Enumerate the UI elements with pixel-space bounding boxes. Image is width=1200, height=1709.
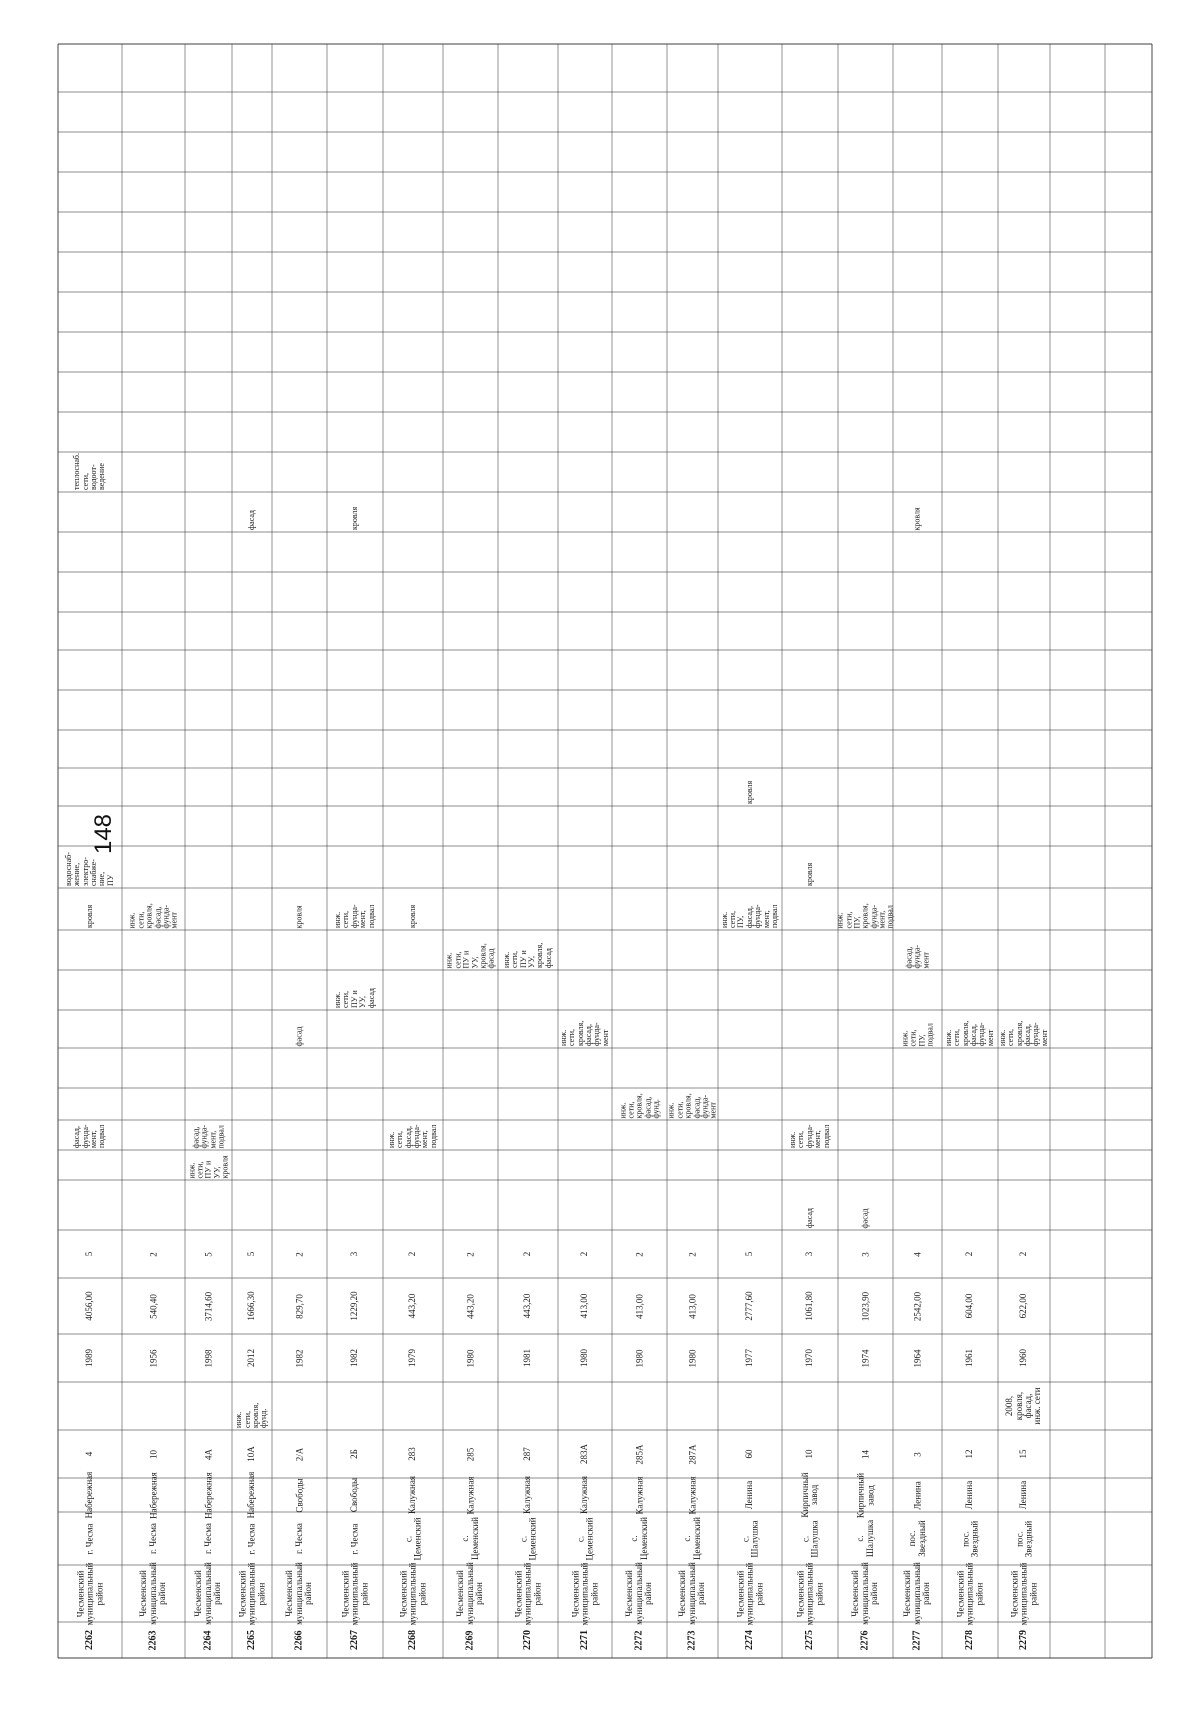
- street-cell: Ленина: [964, 1480, 975, 1510]
- work-type-cell: водоснаб- жение, электро- снабже- ние, ПУ: [63, 852, 115, 886]
- locality-cell: пос. Звездный: [1013, 1520, 1033, 1557]
- house-number-cell: 14: [859, 1449, 870, 1459]
- house-number-cell: 4: [84, 1451, 95, 1457]
- street-cell: Набережная: [246, 1471, 257, 1519]
- floors-cell: 5: [202, 1251, 213, 1257]
- year-built-cell: 1980: [686, 1349, 697, 1367]
- locality-cell: с. Цеменский: [460, 1517, 480, 1561]
- row-number-cell: 2268: [406, 1630, 418, 1650]
- street-cell: Ленина: [1018, 1480, 1029, 1510]
- house-number-cell: 287: [522, 1447, 533, 1461]
- floors-cell: 2: [147, 1251, 158, 1257]
- house-number-cell: 3: [911, 1451, 922, 1457]
- locality-cell: г. Чесма: [84, 1523, 95, 1554]
- locality-cell: г. Чесма: [293, 1523, 304, 1554]
- year-built-cell: 1981: [522, 1349, 533, 1367]
- street-cell: Калужная: [633, 1476, 644, 1514]
- work-type-cell: инж. сети, кровля, фасад, фунда- мент: [558, 1020, 610, 1046]
- locality-cell: г. Чесма: [147, 1523, 158, 1554]
- floors-cell: 3: [804, 1251, 815, 1257]
- floors-cell: 5: [246, 1251, 257, 1257]
- year-built-cell: 1960: [1018, 1349, 1029, 1367]
- row-number-cell: 2263: [147, 1630, 159, 1650]
- house-number-cell: 285: [464, 1447, 475, 1461]
- work-type-cell: кровля: [349, 506, 359, 530]
- work-type-cell: фасад, фунда- мент: [903, 944, 930, 968]
- district-cell: Чесменский муниципальный район: [794, 1562, 824, 1625]
- street-cell: Кирпичный завод: [855, 1472, 875, 1518]
- year-built-cell: 1956: [147, 1349, 158, 1367]
- street-cell: Свободы: [293, 1477, 304, 1513]
- district-cell: Чесменский муниципальный район: [455, 1562, 485, 1625]
- street-cell: Калужная: [522, 1476, 533, 1514]
- year-built-cell: 1979: [407, 1349, 418, 1367]
- work-type-cell: инж. сети, ПУ, подвал: [899, 1022, 934, 1046]
- house-number-cell: 4А: [202, 1448, 213, 1460]
- district-cell: Чесменский муниципальный район: [236, 1562, 266, 1625]
- work-type-cell: инж. сети, ПУ, кровля, фунда- мент, подвал: [835, 902, 895, 928]
- house-number-cell: 287А: [686, 1444, 697, 1464]
- year-built-cell: 1964: [911, 1349, 922, 1367]
- row-number-cell: 2262: [83, 1630, 95, 1650]
- year-built-cell: 1977: [744, 1349, 755, 1367]
- area-cell: 4056,00: [84, 1291, 95, 1321]
- floors-cell: 5: [84, 1251, 95, 1257]
- district-cell: Чесменский муниципальный район: [734, 1562, 764, 1625]
- page-number: 148: [90, 813, 117, 855]
- year-built-cell: 2012: [246, 1349, 257, 1367]
- work-type-cell: кровля: [912, 506, 922, 530]
- row-number-cell: 2269: [464, 1630, 476, 1650]
- area-cell: 829,70: [293, 1293, 304, 1319]
- house-number-cell: 285А: [633, 1444, 644, 1464]
- district-cell: Чесменский муниципальный район: [397, 1562, 427, 1625]
- row-number-cell: 2265: [245, 1630, 257, 1650]
- locality-cell: с. Цеменский: [629, 1517, 649, 1561]
- locality-cell: с. Шалушка: [739, 1519, 759, 1558]
- house-number-cell: 2Б: [349, 1449, 360, 1459]
- street-cell: Калужная: [579, 1476, 590, 1514]
- row-number-cell: 2278: [963, 1630, 975, 1650]
- work-type-cell: фасад: [804, 1207, 814, 1228]
- street-cell: Кирпичный завод: [799, 1472, 819, 1518]
- locality-cell: с. Шалушка: [799, 1519, 819, 1558]
- year-built-cell: 1980: [464, 1349, 475, 1367]
- work-type-cell: кровля: [84, 904, 94, 928]
- floors-cell: 2: [1018, 1251, 1029, 1257]
- work-type-cell: инж. сети, кровля, фасад, фунда- мент: [666, 1092, 718, 1118]
- house-number-cell: 10: [804, 1449, 815, 1459]
- work-type-cell: фасад: [860, 1207, 870, 1228]
- year-built-cell: 1970: [804, 1349, 815, 1367]
- locality-cell: с. Цеменский: [574, 1517, 594, 1561]
- floors-cell: 2: [964, 1251, 975, 1257]
- area-cell: 1023,90: [859, 1291, 870, 1321]
- row-number-cell: 2266: [293, 1630, 305, 1650]
- row-number-cell: 2271: [578, 1630, 590, 1650]
- district-cell: Чесменский муниципальный район: [850, 1562, 880, 1625]
- street-cell: Набережная: [202, 1471, 213, 1519]
- house-number-cell: 283А: [579, 1444, 590, 1464]
- row-number-cell: 2275: [803, 1630, 815, 1650]
- locality-cell: с. Шалушка: [855, 1519, 875, 1558]
- locality-cell: с. Цеменский: [402, 1517, 422, 1561]
- floors-cell: 2: [407, 1251, 418, 1257]
- street-cell: Калужная: [407, 1476, 418, 1514]
- area-cell: 604,00: [964, 1293, 975, 1319]
- locality-cell: с. Цеменский: [517, 1517, 537, 1561]
- work-type-cell: кровля: [294, 904, 304, 928]
- work-type-cell: инж. сети, кровля, фасад, фунд.: [617, 1092, 661, 1118]
- work-type-cell: инж. сети, ПУ и УУ, кровля, фасад: [501, 942, 553, 968]
- district-cell: Чесменский муниципальный район: [284, 1562, 314, 1625]
- year-built-cell: 1980: [633, 1349, 644, 1367]
- year-built-cell: 1989: [84, 1349, 95, 1367]
- work-type-cell: инж. сети, ПУ, фасад, фунда- мент, подвал: [719, 904, 779, 928]
- work-type-cell: фасад, фунда- мент, подвал: [190, 1124, 225, 1148]
- work-type-cell: инж. сети, фунда- мент, подвал: [788, 1124, 831, 1148]
- street-cell: Набережная: [84, 1471, 95, 1519]
- floors-cell: 3: [859, 1251, 870, 1257]
- work-type-cell: инж. сети, ПУ и УУ, кровля: [186, 1154, 230, 1178]
- work-type-cell: кровля: [744, 780, 754, 804]
- house-number-cell: 12: [964, 1449, 975, 1459]
- locality-cell: пос. Звездный: [959, 1520, 979, 1557]
- district-cell: Чесменский муниципальный район: [512, 1562, 542, 1625]
- work-type-cell: инж. сети, ПУ и УУ, фасад: [333, 987, 376, 1008]
- area-cell: 1061,80: [804, 1291, 815, 1321]
- house-number-cell: 15: [1018, 1449, 1029, 1459]
- floors-cell: 3: [349, 1251, 360, 1257]
- street-cell: Калужная: [686, 1476, 697, 1514]
- floors-cell: 2: [293, 1251, 304, 1257]
- work-type-cell: теплоснаб. сети, водоот- ведение: [72, 453, 107, 490]
- work-type-cell: инж. сети, фунда- мент, подвал: [333, 904, 376, 928]
- work-type-cell: инж. сети, кровля, фасад, фунда- мент: [127, 902, 179, 928]
- work-type-cell: фасад: [246, 509, 256, 530]
- row-number-cell: 2277: [911, 1630, 923, 1650]
- previous-works-cell: 2008, кровля, фасад, инж. сети: [1004, 1387, 1043, 1425]
- house-number-cell: 2/А: [293, 1447, 304, 1461]
- district-cell: Чесменский муниципальный район: [1008, 1562, 1038, 1625]
- year-built-cell: 1974: [859, 1349, 870, 1367]
- row-number-cell: 2276: [859, 1630, 871, 1650]
- floors-cell: 4: [911, 1251, 922, 1257]
- district-cell: Чесменский муниципальный район: [902, 1562, 932, 1625]
- district-cell: Чесменский муниципальный район: [954, 1562, 984, 1625]
- floors-cell: 5: [744, 1251, 755, 1257]
- work-type-cell: кровля: [804, 862, 814, 886]
- work-type-cell: инж. сети, кровля, фасад, фунда- мент: [997, 1020, 1049, 1046]
- row-number-cell: 2279: [1017, 1630, 1029, 1650]
- work-type-cell: инж. сети, кровля, фасад, фунда- мент: [943, 1020, 995, 1046]
- district-cell: Чесменский муниципальный район: [569, 1562, 599, 1625]
- row-number-cell: 2272: [633, 1630, 645, 1650]
- district-cell: Чесменский муниципальный район: [138, 1562, 168, 1625]
- area-cell: 413,00: [579, 1293, 590, 1319]
- district-cell: Чесменский муниципальный район: [624, 1562, 654, 1625]
- district-cell: Чесменский муниципальный район: [74, 1562, 104, 1625]
- area-cell: 540,40: [147, 1293, 158, 1319]
- street-cell: Набережная: [147, 1471, 158, 1519]
- street-cell: Свободы: [349, 1477, 360, 1513]
- house-number-cell: 283: [407, 1447, 418, 1461]
- area-cell: 3714,60: [202, 1291, 213, 1321]
- street-cell: Ленина: [911, 1480, 922, 1510]
- row-number-cell: 2270: [521, 1630, 533, 1650]
- year-built-cell: 1961: [964, 1349, 975, 1367]
- area-cell: 1666,30: [246, 1291, 257, 1321]
- locality-cell: с. Цеменский: [682, 1517, 702, 1561]
- row-number-cell: 2273: [686, 1630, 698, 1650]
- year-built-cell: 1982: [349, 1349, 360, 1367]
- floors-cell: 2: [579, 1251, 590, 1257]
- area-cell: 622,00: [1018, 1293, 1029, 1319]
- floors-cell: 2: [686, 1251, 697, 1257]
- street-cell: Ленина: [744, 1480, 755, 1510]
- house-number-cell: 10А: [246, 1446, 257, 1462]
- house-number-cell: 10: [147, 1449, 158, 1459]
- street-cell: Калужная: [464, 1476, 475, 1514]
- area-cell: 443,20: [522, 1293, 533, 1319]
- area-cell: 443,20: [407, 1293, 418, 1319]
- district-cell: Чесменский муниципальный район: [339, 1562, 369, 1625]
- row-number-cell: 2267: [348, 1630, 360, 1650]
- house-number-cell: 60: [744, 1449, 755, 1459]
- floors-cell: 2: [522, 1251, 533, 1257]
- year-built-cell: 1982: [293, 1349, 304, 1367]
- district-cell: Чесменский муниципальный район: [193, 1562, 223, 1625]
- area-cell: 2542,00: [911, 1291, 922, 1321]
- area-cell: 443,20: [464, 1293, 475, 1319]
- locality-cell: пос. Звездный: [907, 1520, 927, 1557]
- floors-cell: 2: [633, 1251, 644, 1257]
- area-cell: 413,00: [633, 1293, 644, 1319]
- locality-cell: г. Чесма: [202, 1523, 213, 1554]
- year-built-cell: 1980: [579, 1349, 590, 1367]
- work-type-cell: инж. сети, фасад, фунда- мент, подвал: [386, 1124, 438, 1148]
- work-type-cell: инж. сети, кровля, фунд.: [234, 1402, 269, 1428]
- area-cell: 2777,60: [744, 1291, 755, 1321]
- work-type-cell: фасад: [294, 1025, 304, 1046]
- locality-cell: г. Чесма: [246, 1523, 257, 1554]
- row-number-cell: 2274: [743, 1630, 755, 1650]
- area-cell: 1229,20: [349, 1291, 360, 1321]
- year-built-cell: 1998: [202, 1349, 213, 1367]
- work-type-cell: фасад, фунда- мент, подвал: [72, 1124, 107, 1148]
- work-type-cell: инж. сети, ПУ и УУ, кровля, фасад: [444, 942, 496, 968]
- district-cell: Чесменский муниципальный район: [677, 1562, 707, 1625]
- row-number-cell: 2264: [202, 1630, 214, 1650]
- area-cell: 413,00: [686, 1293, 697, 1319]
- locality-cell: г. Чесма: [349, 1523, 360, 1554]
- floors-cell: 2: [464, 1251, 475, 1257]
- work-type-cell: кровля: [407, 904, 417, 928]
